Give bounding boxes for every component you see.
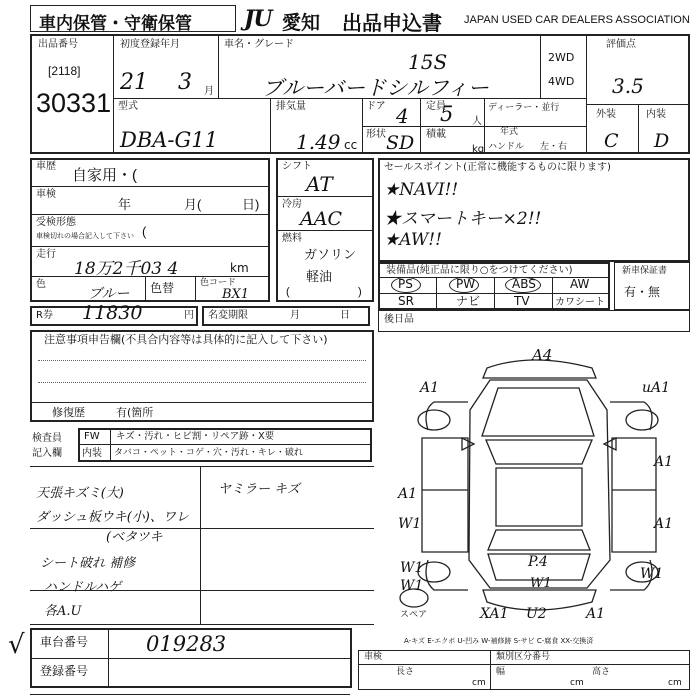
ju-logo: JU <box>244 6 272 32</box>
chassis-label: 車台番号 <box>40 635 89 649</box>
diagram-mark-left-low: W1 <box>398 516 422 532</box>
year-label: 年式 <box>500 127 519 137</box>
drive-2wd: 2WD <box>548 51 575 64</box>
region-title: 愛知 <box>282 13 321 34</box>
diagram-mark-left-mid: A1 <box>398 486 418 502</box>
color-code-value: BX1 <box>222 287 250 302</box>
inspector-row2: タバコ・ペット・コゲ・穴・汚れ・キレ・破れ <box>114 448 303 458</box>
inspection-month: 月( <box>184 197 202 212</box>
diagram-mark-front: A4 <box>532 346 553 364</box>
handle-label: ハンドル <box>488 142 525 152</box>
fuel-label: 燃料 <box>282 233 302 244</box>
first-reg-month: 3 <box>178 70 192 95</box>
inspector-note-1: 天張キズミ(大) <box>36 486 124 501</box>
diagram-mark-rear-center: U2 <box>526 606 547 622</box>
equip-ps: PS <box>398 277 413 291</box>
diagram-mark-trunk-low: W1 <box>530 576 552 591</box>
inspector-note-5: ハンドルハゲ <box>44 580 122 595</box>
car-name: ブルーバードシルフィー <box>262 76 489 100</box>
equip-navi: ナビ <box>456 294 481 308</box>
exterior-value: C <box>604 130 619 152</box>
rating-value: 3.5 <box>612 74 644 98</box>
width-label: 幅 <box>496 667 506 677</box>
mileage-value: 18万2千03 4 <box>74 259 179 279</box>
inspector-row1: キズ・汚れ・ヒビ割・リペア跡・X要 <box>116 431 275 442</box>
fuel-paren-close: ) <box>358 286 362 298</box>
inspector-label-2: 記入欄 <box>32 448 62 459</box>
inspection-label: 車検 <box>36 189 56 200</box>
width-unit: cm <box>570 678 584 688</box>
price-value: 11830 <box>82 302 143 324</box>
length-label: 長さ <box>396 667 415 677</box>
price-unit: 円 <box>184 310 194 321</box>
first-reg-year: 21 <box>120 70 148 95</box>
doors-value: 4 <box>396 104 409 128</box>
equipment-label: 装備品(純正品に限り○をつけてください) <box>386 265 573 276</box>
chassis-value: 019283 <box>146 632 227 656</box>
color-code-label: 色コード <box>200 278 237 288</box>
inspection-day: 日) <box>242 197 260 212</box>
inspector-row2-prefix: 内装 <box>82 448 102 459</box>
diagram-mark-left-rear1: W1 <box>400 560 424 576</box>
model-value: DBA-G11 <box>120 128 219 152</box>
warranty-label: 新車保証書 <box>622 266 668 276</box>
shift-label: シフト <box>282 161 312 172</box>
ac-value: AAC <box>300 208 342 230</box>
sales-points-label: セールスポイント(正常に機能するものに限ります) <box>384 162 611 173</box>
fuel-gasoline: ガソリン <box>304 247 357 262</box>
diagram-mark-right-top: uA1 <box>642 380 671 396</box>
equip-pw: PW <box>456 277 476 291</box>
mileage-unit: km <box>230 261 249 275</box>
diagram-mark-right-rear: W1 <box>640 566 664 582</box>
mileage-label: 走行 <box>36 249 56 260</box>
interior-label: 内装 <box>646 109 666 120</box>
car-grade: 15S <box>408 50 448 74</box>
length-unit: cm <box>472 678 486 688</box>
color-value: ブルー <box>88 286 130 302</box>
shift-value: AT <box>306 172 333 196</box>
load-label: 積載 <box>426 129 446 140</box>
association-name: JAPAN USED CAR DEALERS ASSOCIATION <box>464 14 690 26</box>
disposal-label: 車検 <box>364 652 383 662</box>
storage-title: 車内保管・守衛保管 <box>39 14 192 33</box>
storage-title-box <box>30 5 236 32</box>
load-unit: kg <box>472 144 485 155</box>
lot-number: 30331 <box>36 88 112 118</box>
height-label: 高さ <box>592 667 611 677</box>
first-reg-month-unit: 月 <box>204 86 214 97</box>
capacity-label: 定員 <box>426 101 446 112</box>
rating-label: 評価点 <box>606 39 636 50</box>
circle-abs <box>505 277 541 293</box>
repaint-label: 色替 <box>150 281 175 295</box>
inspector-note-right: ヤミラー キズ <box>218 482 300 497</box>
inspection-year: 年 <box>118 197 132 212</box>
sales-point-3: ★AW!! <box>384 230 442 250</box>
doors-label: ドア <box>366 101 386 112</box>
displacement-label: 排気量 <box>276 101 306 112</box>
diagram-mark-right-low: A1 <box>654 516 674 532</box>
registration-label: 登録番号 <box>40 664 89 678</box>
name-change-day: 日 <box>340 310 350 321</box>
repair-label: 修復歴 <box>52 406 85 419</box>
history-value: 自家用・( <box>72 167 137 184</box>
sales-point-2: ★スマートキー×2!! <box>384 209 542 229</box>
category-label: 類別区分番号 <box>496 652 551 662</box>
color-label: 色 <box>36 279 46 290</box>
diagram-mark-rear-left: XA1 <box>480 606 509 622</box>
damage-legend: A-キズ E-エクボ U-凹み W-補修跡 S-サビ C-腐食 XX-交換済 <box>404 637 594 645</box>
shape-label: 形状 <box>366 129 386 140</box>
recall-value: ( <box>142 224 147 239</box>
first-reg-label: 初度登録年月 <box>120 39 180 50</box>
dealer-label: ディーラー・並行 <box>488 103 560 113</box>
capacity-value: 5 <box>440 102 454 126</box>
height-unit: cm <box>668 678 682 688</box>
handle-options: 左・右 <box>540 142 568 152</box>
drive-4wd: 4WD <box>548 75 575 88</box>
diagram-mark-left-rear2: W1 <box>400 578 424 594</box>
check-mark: √ <box>8 630 25 660</box>
inspector-row1-prefix: FW <box>84 431 100 442</box>
later-items-label: 後日品 <box>384 314 414 325</box>
inspector-label-1: 検査員 <box>32 433 62 444</box>
diagram-mark-right-mid: A1 <box>654 454 674 470</box>
model-label: 型式 <box>118 101 138 112</box>
price-label: R券 <box>36 310 53 321</box>
form-title: 出品申込書 <box>342 13 442 35</box>
inspector-note-4: シート破れ 補修 <box>40 556 136 571</box>
interior-value: D <box>654 130 670 152</box>
recall-label: 受検形態 <box>36 217 76 228</box>
history-label: 車歴 <box>36 161 56 172</box>
equip-leather: カワシート <box>555 297 605 308</box>
fuel-diesel: 軽油 <box>306 269 333 284</box>
sales-point-1: ★NAVI!! <box>384 180 459 200</box>
later-items-block <box>378 310 690 332</box>
diagram-mark-rear-right: A1 <box>586 606 606 622</box>
car-name-label: 車名・グレード <box>224 39 294 50</box>
ac-label: 冷房 <box>282 199 302 210</box>
circle-ps <box>391 277 421 293</box>
exterior-label: 外装 <box>596 109 616 120</box>
lot-sub-number: [2118] <box>48 64 81 78</box>
name-change-month: 月 <box>290 310 300 321</box>
diagram-mark-trunk: P.4 <box>528 554 548 570</box>
repair-value: 有(箇所 <box>116 406 154 419</box>
shape-value: SD <box>386 132 415 154</box>
cautions-label: 注意事項申告欄(不具合内容等は具体的に記入して下さい) <box>44 333 328 346</box>
fuel-paren-open: ( <box>286 286 290 298</box>
diagram-mark-left-top: A1 <box>420 380 440 396</box>
equip-sr: SR <box>398 294 414 308</box>
equip-tv: TV <box>514 294 530 308</box>
spare-label: スペア <box>400 610 428 620</box>
capacity-unit: 人 <box>472 116 482 127</box>
inspector-note-3: (ベタツキ <box>106 530 163 545</box>
name-change-label: 名変期限 <box>208 310 248 321</box>
lot-label: 出品番号 <box>38 39 78 50</box>
equip-aw: AW <box>570 277 590 291</box>
circle-pw <box>449 277 479 293</box>
recall-note: 車検切れの場合記入して下さい <box>36 232 134 240</box>
inspector-note-6: 各A.U <box>44 604 82 619</box>
inspector-note-2: ダッシュ板ウキ(小)、ワレ <box>36 510 189 525</box>
displacement-value: 1.49 <box>296 130 341 154</box>
warranty-options: 有・無 <box>624 285 661 299</box>
equip-abs: ABS <box>512 277 536 291</box>
displacement-unit: cc <box>344 138 358 152</box>
